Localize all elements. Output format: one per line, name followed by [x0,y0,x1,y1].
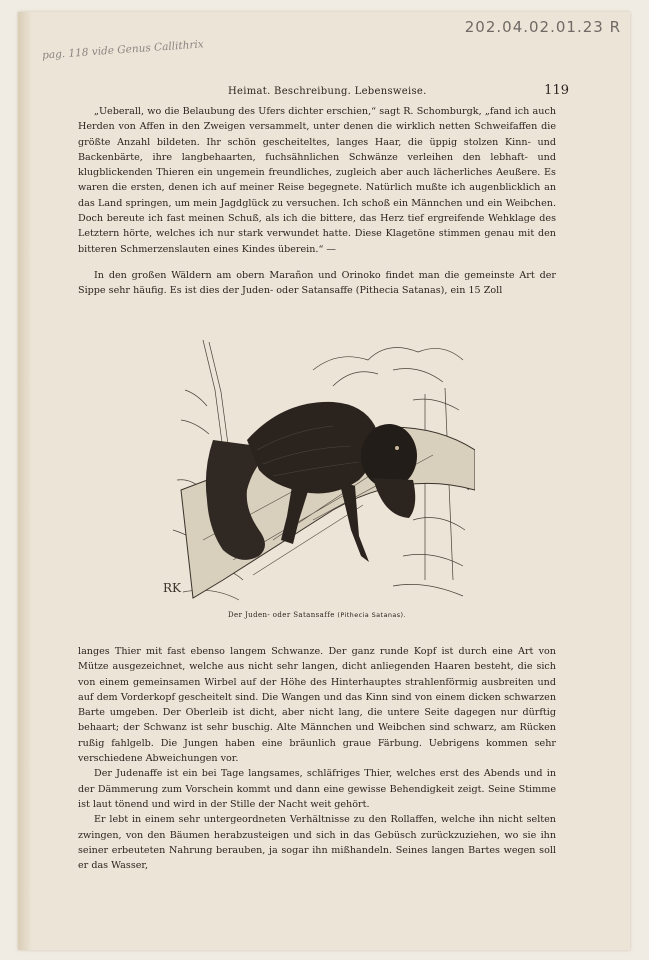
reference-number: 202.04.02.01.23 R [464,18,621,36]
engraving-svg [163,330,475,606]
engraver-signature: RK [163,581,181,595]
page-gutter-shadow [18,12,32,950]
figure-caption [78,611,556,619]
paragraph-description: langes Thier mit fast ebenso langem Schwanze. Der ganz runde Kopf ist durch eine Art von Mütze ausgezeichnet, welche aus nicht sehr langen, dicht anliegenden Haaren besteht, die sich von einem gemeinsamen Wirbel auf der Höhe des Hinterhauptes strahlenförmig ausbreiten und auf dem Vorderkopf gescheitelt sind. Die Wangen und das Kinn sind von einem dicken schwarzen Barte umgeben. Der Oberleib ist dicht, aber nicht lang, die untere Seite dagegen nur dürftig behaart; der Schwanz ist sehr buschig. Alte Männchen und Weibchen sind schwarz, am Rücken rußig fahlgelb. Die Jungen haben eine bräunlich graue Färbung. Uebrigens kommen sehr verschiedene Abweichungen vor. [78,646,556,765]
text-block-bottom [78,644,556,873]
paragraph-intro: In den großen Wäldern am obern Marañon und Orinoko findet man die gemeinste Art der Sippe sehr häufig. Es ist dies der Juden- oder Satansaffe (Pithecia Satanas), ein 15 Zoll [78,270,556,297]
paragraph-behaviour: Der Judenaffe ist ein bei Tage langsames, schläfriges Thier, welches erst des Abends und in der Dämmerung zum Vorschein kommt und dann eine gewisse Behendigkeit zeigt. Seine Stimme ist laut tönend und wird in der Stille der Nacht weit gehört. [78,768,556,810]
caption-text: Der Juden- oder Satansaffe [228,611,335,619]
satan-monkey-illustration [163,330,475,606]
text-block-intro [78,268,556,299]
paragraph-quote: „Ueberall, wo die Belaubung des Ufers dichter erschien,“ sagt R. Schomburgk, „fand ich auch Herden von Affen in den Zweigen versammelt, unter denen die wirklich netten Schweifaffen die größte Anzahl bildeten. Ihr schön gescheiteltes, langes Haar, die üppig stolzen Kinn- und Backenbärte, ihre langbehaarten, fuchsähnlichen Schwänze verleihen den lebhaft- und klugblickenden Thieren ein ungemein freundliches, zugleich aber auch lächerliches Aeußere. Es waren die ersten, denen ich auf meiner Reise begegnete. Natürlich mußte ich augenblicklich an das Land springen, um mein Jagdglück zu versuchen. Ich schoß ein Männchen und ein Weibchen. Doch bereute ich fast meinen Schuß, als ich die bittere, das Herz tief ergreifende Wehklage des Letztern hörte, welches ich nur stark verwundet hatte. Diese Klagetöne stimmen genau mit den bitteren Schmerzenslauten eines Kindes überein.“ — [78,106,556,255]
caption-scientific-name: (Pithecia Satanas). [337,611,406,619]
running-head [78,84,569,100]
handwritten-note: pag. 118 vide Genus Callithrix [41,38,205,62]
running-head-title: Heimat. Beschreibung. Lebensweise. [228,86,427,97]
text-block-top [78,104,556,257]
page-number: 119 [544,83,569,98]
paragraph-relations: Er lebt in einem sehr untergeordneten Verhältnisse zu den Rollaffen, welche ihn nicht selten zwingen, von den Bäumen herabzusteigen und sich in das Gebüsch zurückzuziehen, wo sie ihn seiner erbeuteten Nahrung berauben, ja sogar ihn mißhandeln. Seines langen Bartes wegen soll er das Wasser, [78,814,556,872]
